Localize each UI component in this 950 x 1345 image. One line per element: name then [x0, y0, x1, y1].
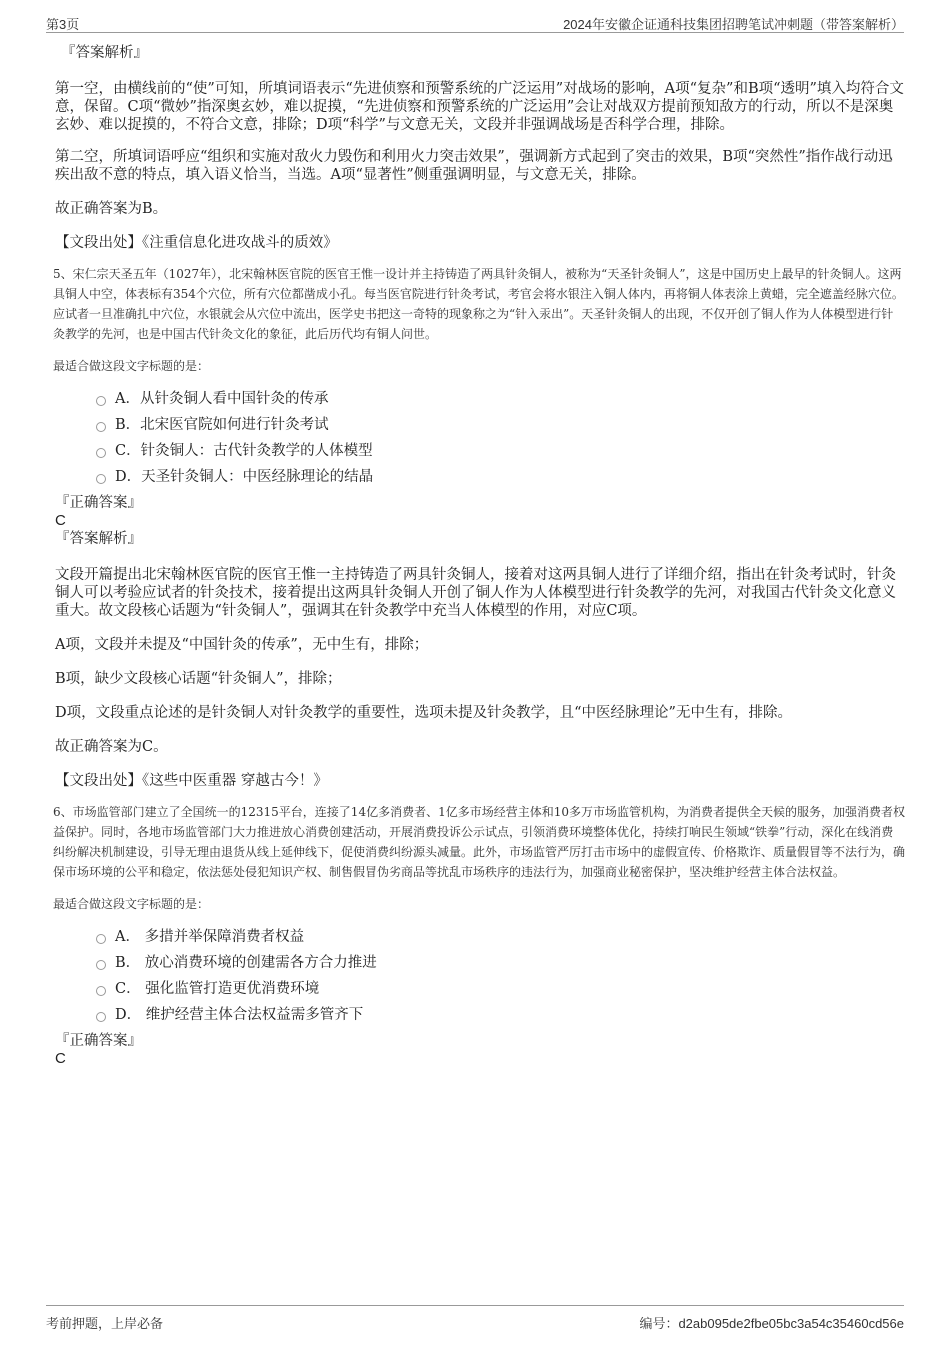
option-list: [55, 386, 905, 490]
page-footer: [46, 1305, 904, 1330]
source-citation: 【文段出处】《注重信息化进攻战斗的质效》: [55, 235, 338, 251]
document-id: 编号：d2ab095de2fbe05bc3a54c35460cd56e: [639, 1316, 904, 1331]
option-b[interactable]: [55, 412, 905, 438]
answer-tag: 『正确答案』: [55, 1033, 142, 1049]
option-label: C． 强化监管打造更优消费环境: [115, 981, 320, 997]
option-label: A． 多措并举保障消费者权益: [115, 929, 305, 945]
analysis-item-a: A项，文段并未提及“中国针灸的传承”，无中生有，排除；: [55, 637, 429, 653]
analysis-paragraph: 第一空，由横线前的“使”可知，所填词语表示“先进侦察和预警系统的广泛运用”对战场的影响，A项“复杂”和B项“透明”填入均符合文意，保留。C项“微妙”指深奥玄妙，难以捉摸，“先进侦察和预警系统的广泛运用”会让对战双方提前预知敌方的行动，所以不是深奥玄妙、难以捉摸的，不符合文意，排除；D项“科学”与文意无关，文段并非强调战场是否科学合理，排除。: [55, 81, 904, 133]
option-label: B．北宋医官院如何进行针灸考试: [115, 417, 329, 433]
option-label: C．针灸铜人：古代针灸教学的人体模型: [115, 443, 373, 459]
option-label: B． 放心消费环境的创建需各方合力推进: [115, 955, 377, 971]
question-prompt: 最适合做这段文字标题的是：: [53, 359, 210, 373]
conclusion: 故正确答案为B。: [55, 201, 168, 217]
radio-icon[interactable]: [96, 986, 106, 996]
option-a[interactable]: [55, 386, 905, 412]
radio-icon[interactable]: [96, 474, 106, 484]
analysis-paragraph: 文段开篇提出北宋翰林医官院的医官王惟一主持铸造了两具针灸铜人，接着对这两具铜人进行了详细介绍，指出在针灸考试时，针灸铜人可以考验应试者的针灸技术，接着提出这两具针灸铜人开创了铜人作为人体模型进行针灸教学的先河，对我国古代针灸文化意义重大。故文段核心话题为“针灸铜人”，强调其在针灸教学中充当人体模型的作用，对应C项。: [55, 567, 896, 619]
radio-icon[interactable]: [96, 396, 106, 406]
document-title: 2024年安徽企证通科技集团招聘笔试冲刺题（带答案解析）: [563, 17, 904, 32]
option-label: A．从针灸铜人看中国针灸的传承: [115, 391, 329, 407]
correct-answer: C: [55, 1050, 66, 1067]
analysis-tag: 『答案解析』: [55, 531, 142, 547]
question-text: 5、宋仁宗天圣五年（1027年），北宋翰林医官院的医官王惟一设计并主持铸造了两具针灸铜人，被称为“天圣针灸铜人”，这是中国历史上最早的针灸铜人。这两具铜人中空，体表标有354个穴位，所有穴位都凿成小孔。每当医官院进行针灸考试，考官会将水银注入铜人体内，再将铜人体表涂上黄蜡，完全遮盖经脉穴位。应试者一旦准确扎中穴位，水银就会从穴位中流出，医学史书把这一奇特的现象称之为“针入汞出”。天圣针灸铜人的出现，不仅开创了铜人作为人体模型进行针灸教学的先河，也是中国古代针灸文化的象征，此后历代均有铜人问世。: [53, 267, 904, 341]
analysis-item-d: D项，文段重点论述的是针灸铜人对针灸教学的重要性，选项未提及针灸教学，且“中医经脉理论”无中生有，排除。: [55, 705, 792, 721]
option-c[interactable]: [55, 438, 905, 464]
question-prompt: 最适合做这段文字标题的是：: [53, 897, 210, 911]
page-header: [46, 12, 904, 33]
radio-icon[interactable]: [96, 448, 106, 458]
option-d[interactable]: [55, 1002, 905, 1028]
radio-icon[interactable]: [96, 1012, 106, 1022]
page-number: 第3页: [46, 17, 80, 32]
analysis-item-b: B项，缺少文段核心话题“针灸铜人”，排除；: [55, 671, 342, 687]
document-body: [55, 44, 905, 1068]
radio-icon[interactable]: [96, 934, 106, 944]
option-label: D．天圣针灸铜人：中医经脉理论的结晶: [115, 469, 374, 485]
radio-icon[interactable]: [96, 422, 106, 432]
analysis-tag: 『答案解析』: [61, 45, 148, 61]
answer-tag: 『正确答案』: [55, 495, 142, 511]
radio-icon[interactable]: [96, 960, 106, 970]
conclusion: 故正确答案为C。: [55, 739, 168, 755]
question-text: 6、市场监管部门建立了全国统一的12315平台，连接了14亿多消费者、1亿多市场经营主体和10多万市场监管机构，为消费者提供全天候的服务，加强消费者权益保护。同时，各地市场监管部门大力推进放心消费创建活动，开展消费投诉公示试点，引领消费环境整体优化，持续打响民生领域“铁拳”行动，深化在线消费纠纷解决机制建设，引导无理由退货从线上延伸线下，促使消费纠纷源头减量。此外，市场监管严厉打击市场中的虚假宣传、价格欺诈、质量假冒等不法行为，确保市场环境的公平和稳定，依法惩处侵犯知识产权、制售假冒伪劣商品等扰乱市场秩序的违法行为，加强商业秘密保护，坚决维护经营主体合法权益。: [53, 805, 906, 879]
option-label: D． 维护经营主体合法权益需多管齐下: [115, 1007, 364, 1023]
footer-slogan: 考前押题，上岸必备: [46, 1317, 164, 1332]
option-list: [55, 924, 905, 1028]
option-c[interactable]: [55, 976, 905, 1002]
option-b[interactable]: [55, 950, 905, 976]
correct-answer: C: [55, 512, 66, 529]
option-d[interactable]: [55, 464, 905, 490]
option-a[interactable]: [55, 924, 905, 950]
source-citation: 【文段出处】《这些中医重器 穿越古今！》: [55, 773, 328, 789]
analysis-paragraph: 第二空，所填词语呼应“组织和实施对敌火力毁伤和利用火力突击效果”，强调新方式起到了突击的效果，B项“突然性”指作战行动迅疾出敌不意的特点，填入语义恰当，当选。A项“显著性”侧重强调明显，与文意无关，排除。: [55, 149, 893, 183]
